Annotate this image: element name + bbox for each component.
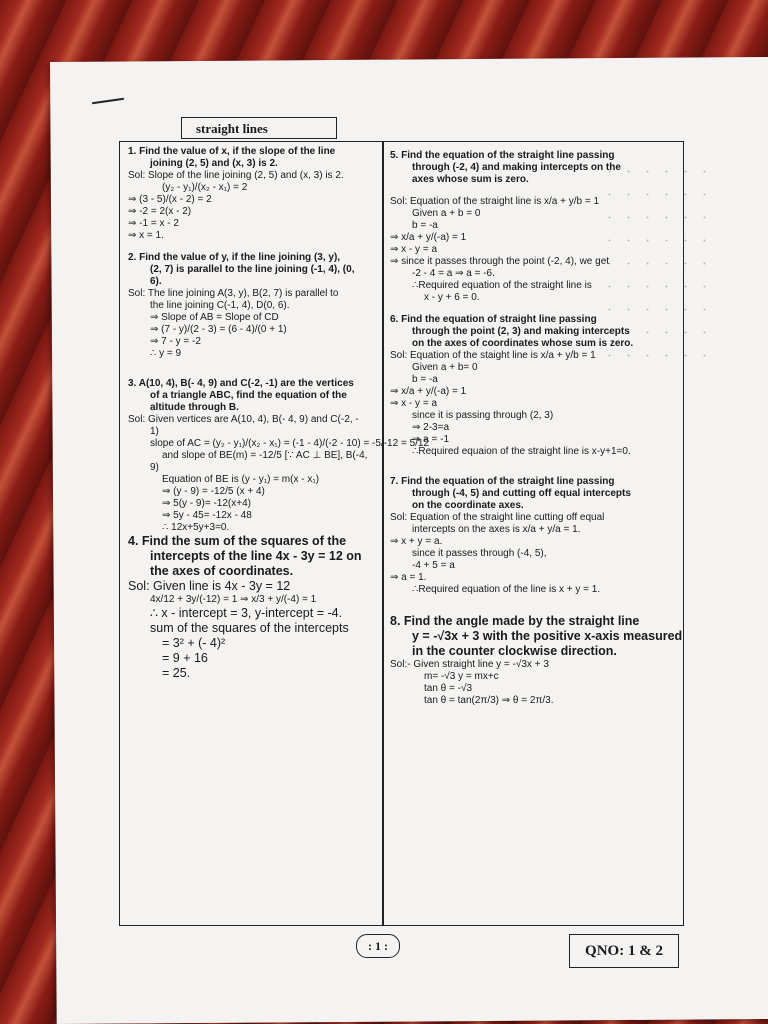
text-line: = 25. (162, 666, 191, 680)
text-line: Sol: The line joining A(3, y), B(2, 7) is parallel to (128, 288, 339, 299)
text-line: ⇒ x - y = a (390, 244, 438, 255)
text-line: through (-2, 4) and making intercepts on the (412, 162, 621, 173)
text-line (128, 360, 378, 378)
text-line (390, 458, 682, 476)
text-line: ⇒ x = 1. (128, 230, 164, 241)
question-number-box: QNO: 1 & 2 (569, 934, 679, 968)
text-line: slope of AC = (y₂ - y₁)/(x₂ - x₁) = (-1 - 4)/(-2 - 10) = -5/-12 = 5/12 (150, 438, 430, 449)
right-column (390, 150, 682, 707)
text-line: intercepts on the axes is x/a + y/a = 1. (412, 524, 581, 535)
text-line: ⇒ 5y - 45= -12x - 48 (162, 510, 252, 521)
text-line: ∴ x - intercept = 3, y-intercept = -4. (150, 606, 343, 620)
text-line: ⇒ a = -1 (412, 434, 450, 445)
text-line (390, 596, 682, 614)
text-line (390, 186, 682, 196)
text-line: -4 + 5 = a (412, 560, 455, 571)
text-line: Sol:- Given straight line y = -√3x + 3 (390, 659, 549, 670)
text-line: Sol: Given line is 4x - 3y = 12 (128, 579, 291, 593)
text-line: ∴ 12x+5y+3=0. (162, 522, 230, 533)
text-line: ∴Required equation of the straight line is (412, 280, 592, 291)
text-line: sum of the squares of the intercepts (150, 621, 349, 635)
text-line: 1. Find the value of x, if the slope of the line (128, 146, 336, 157)
text-line: ⇒ (3 - 5)/(x - 2) = 2 (128, 194, 212, 205)
text-line (390, 304, 682, 314)
text-line: Given a + b= 0 (412, 362, 478, 373)
page-title: straight lines (181, 117, 337, 139)
text-line: 8. Find the angle made by the straight line (390, 614, 640, 628)
text-line: on the axes of coordinates whose sum is zero. (412, 338, 634, 349)
text-line: since it is passing through (2, 3) (412, 410, 554, 421)
text-line: ⇒ -2 = 2(x - 2) (128, 206, 192, 217)
text-line: 3. A(10, 4), B(- 4, 9) and C(-2, -1) are the vertices (128, 378, 354, 389)
text-line: 4. Find the sum of the squares of the (128, 534, 347, 548)
text-line: the axes of coordinates. (150, 564, 294, 578)
text-line: 6. Find the equation of straight line passing (390, 314, 597, 325)
text-line: ⇒ since it passes through the point (-2, 4), we get (390, 256, 610, 267)
column-divider (382, 141, 384, 926)
text-line: ⇒ x + y = a. (390, 536, 443, 547)
text-line: = 3² + (- 4)² (162, 636, 226, 650)
text-line: ∴Required equation of the line is x + y = 1. (412, 584, 601, 595)
text-line: 1) (150, 426, 159, 437)
text-line: Sol: Equation of the staight line is x/a + y/b = 1 (390, 350, 596, 361)
text-line: Given a + b = 0 (412, 208, 481, 219)
text-line: ⇒ 7 - y = -2 (150, 336, 201, 347)
text-line: ⇒ 5(y - 9)= -12(x+4) (162, 498, 251, 509)
text-line: since it passes through (-4, 5), (412, 548, 547, 559)
text-line: Equation of BE is (y - y₁) = m(x - x₁) (162, 474, 320, 485)
text-line: ⇒ (7 - y)/(2 - 3) = (6 - 4)/(0 + 1) (150, 324, 287, 335)
text-line: on the coordinate axes. (412, 500, 524, 511)
text-line: x - y + 6 = 0. (424, 292, 480, 303)
text-line: and slope of BE(m) = -12/5 [∵ AC ⊥ BE], B(-4, (162, 450, 368, 461)
text-line: b = -a (412, 220, 438, 231)
text-line: ⇒ -1 = x - 2 (128, 218, 179, 229)
text-line: ⇒ x - y = a (390, 398, 438, 409)
text-line: (2, 7) is parallel to the line joining (-1, 4), (0, (150, 264, 355, 275)
text-line: intercepts of the line 4x - 3y = 12 on (150, 549, 362, 563)
text-line: 4x/12 + 3y/(-12) = 1 ⇒ x/3 + y/(-4) = 1 (150, 594, 317, 605)
text-line: joining (2, 5) and (x, 3) is 2. (150, 158, 278, 169)
text-line: ∴Required equaion of the straight line is x-y+1=0. (412, 446, 631, 457)
text-line: ⇒ Slope of AB = Slope of CD (150, 312, 279, 323)
text-line: altitude through B. (150, 402, 239, 413)
text-line: ⇒ a = 1. (390, 572, 427, 583)
text-line: 2. Find the value of y, if the line joining (3, y), (128, 252, 341, 263)
text-line: of a triangle ABC, find the equation of the (150, 390, 347, 401)
text-line: the line joining C(-1, 4), D(0, 6). (150, 300, 290, 311)
page-number: : 1 : (356, 934, 400, 958)
text-line: Sol: Equation of the straight line is x/a + y/b = 1 (390, 196, 600, 207)
text-line: (y₂ - y₁)/(x₂ - x₁) = 2 (162, 182, 248, 193)
text-line: ⇒ (y - 9) = -12/5 (x + 4) (162, 486, 265, 497)
text-line: b = -a (412, 374, 438, 385)
text-line: Sol: Equation of the straight line cutting off equal (390, 512, 605, 523)
text-line: ⇒ x/a + y/(-a) = 1 (390, 232, 467, 243)
text-line: 7. Find the equation of the straight line passing (390, 476, 615, 487)
text-line: through the point (2, 3) and making intercepts (412, 326, 630, 337)
text-line: m= -√3 y = mx+c (424, 671, 499, 682)
text-line: 9) (150, 462, 159, 473)
text-line: Sol: Slope of the line joining (2, 5) and (x, 3) is 2. (128, 170, 344, 181)
text-line: in the counter clockwise direction. (412, 644, 617, 658)
text-line: axes whose sum is zero. (412, 174, 529, 185)
text-line: tan θ = tan(2π/3) ⇒ θ = 2π/3. (424, 695, 554, 706)
text-line: = 9 + 16 (162, 651, 208, 665)
text-line: ⇒ x/a + y/(-a) = 1 (390, 386, 467, 397)
text-line: -2 - 4 = a ⇒ a = -6. (412, 268, 495, 279)
text-line: ∴ y = 9 (150, 348, 182, 359)
text-line: 6). (150, 276, 162, 287)
text-line: 5. Find the equation of the straight line passing (390, 150, 615, 161)
text-line: ⇒ 2-3=a (412, 422, 450, 433)
text-line (128, 242, 378, 252)
text-line: tan θ = -√3 (424, 683, 473, 694)
text-line: Sol: Given vertices are A(10, 4), B(- 4, 9) and C(-2, - (128, 414, 359, 425)
text-line: through (-4, 5) and cutting off equal intercepts (412, 488, 631, 499)
text-line: y = -√3x + 3 with the positive x-axis measured (412, 629, 683, 643)
